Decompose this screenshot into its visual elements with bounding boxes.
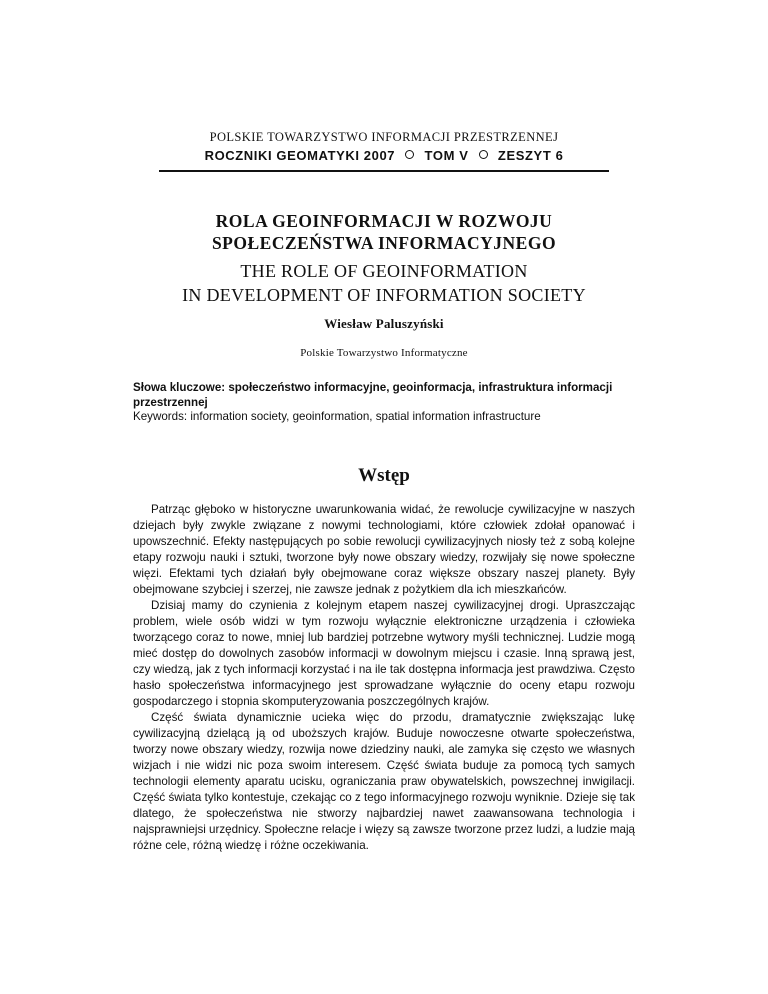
paragraph: Dzisiaj mamy do czynienia z kolejnym etapem naszej cywilizacyjnej drogi. Upraszczając problem, wiele osób widzi w tym rozwoju wyłącznie elektroniczne urządzenia i człowieka tworzącego coraz to nowe, mniej lub bardziej potrzebne wytwory myśli technicznej. Ludzie mogą mieć dostęp do dowolnych zasobów informacji w dowolnym miejscu i czasie. Inną sprawą jest, czy wiedzą, jak z tych informacji korzystać i na ile tak dostępna informacja jest prawdziwa. Często hasło społeczeństwa informacyjnego jest sprowadzane wyłącznie do oceny etapu rozwoju gospodarczego i stopnia skomputeryzowania poszczególnych krajów.: [133, 599, 635, 708]
author-affiliation: Polskie Towarzystwo Informatyczne: [300, 347, 468, 359]
circle-separator-icon: [405, 150, 414, 159]
author-name: Wiesław Paluszyński: [324, 316, 444, 331]
paragraph: Patrząc głęboko w historyczne uwarunkowania widać, że rewolucje cywilizacyjne w naszych dziejach były zwykle związane z nowymi technologiami, które człowiek zdołał opanować i upowszechnić. Efekty następujących po sobie rewolucji cywilizacyjnych niosły też z sobą kolejne etapy rozwoju nauki i sztuki, tworzone były nowe obszary wiedzy, rozwijały się nowe społeczne więzi. Efektami tych działań były obejmowane coraz większe obszary naszej planety. Były obejmowane szybciej i szerzej, nie zawsze jednak z pożytkiem dla ich mieszkańców.: [133, 503, 635, 596]
volume-label: TOM V: [424, 148, 469, 163]
circle-separator-icon: [479, 150, 488, 159]
keywords-block: [133, 381, 633, 425]
body-text: [133, 502, 635, 854]
keywords-english: Keywords: information society, geoinformation, spatial information infrastructure: [133, 410, 541, 423]
organization-header: POLSKIE TOWARZYSTWO INFORMACJI PRZESTRZENNEJ: [209, 130, 559, 144]
journal-header: [160, 148, 608, 163]
title-polish-line: SPOŁECZEŃSTWA INFORMACYJNEGO: [211, 233, 557, 253]
title-polish: [140, 210, 628, 254]
keywords-polish: Słowa kluczowe: społeczeństwo informacyjne, geoinformacja, infrastruktura informacji przestrzennej: [133, 381, 613, 409]
journal-name: ROCZNIKI GEOMATYKI 2007: [204, 148, 396, 163]
section-heading: Wstęp: [358, 465, 410, 486]
header-rule: [159, 170, 609, 172]
title-english-line: THE ROLE OF GEOINFORMATION: [240, 261, 528, 281]
paragraph: Część świata dynamicznie ucieka więc do przodu, dramatycznie zwiększając lukę cywilizacyjną dzielącą ją od uboższych krajów. Buduje nowoczesne otwarte społeczeństwa, tworzy nowe obszary wiedzy, rozwija nowe dziedziny nauki, ale zamyka się często we własnych wizjach i nie widzi nic poza swoim interesem. Część świata buduje za pomocą tych samych technologii elementy aparatu ucisku, ograniczania praw obywatelskich, powszechnej inwigilacji. Część świata tylko kontestuje, czekając co z tego informacyjnego rozwoju wyniknie. Dzieje się tak dlatego, że społeczeństwa nie stworzy najbardziej nawet zaawansowana technologia i najsprawniejsi urzędnicy. Społeczne relacje i więzy są zawsze tworzone przez ludzi, a ludzie mają różne cele, różną wiedzę i różne oczekiwania.: [133, 711, 635, 852]
title-english: [120, 259, 648, 307]
issue-label: ZESZYT 6: [497, 148, 564, 163]
title-english-line: IN DEVELOPMENT OF INFORMATION SOCIETY: [182, 285, 586, 305]
title-polish-line: ROLA GEOINFORMACJI W ROZWOJU: [215, 211, 553, 231]
